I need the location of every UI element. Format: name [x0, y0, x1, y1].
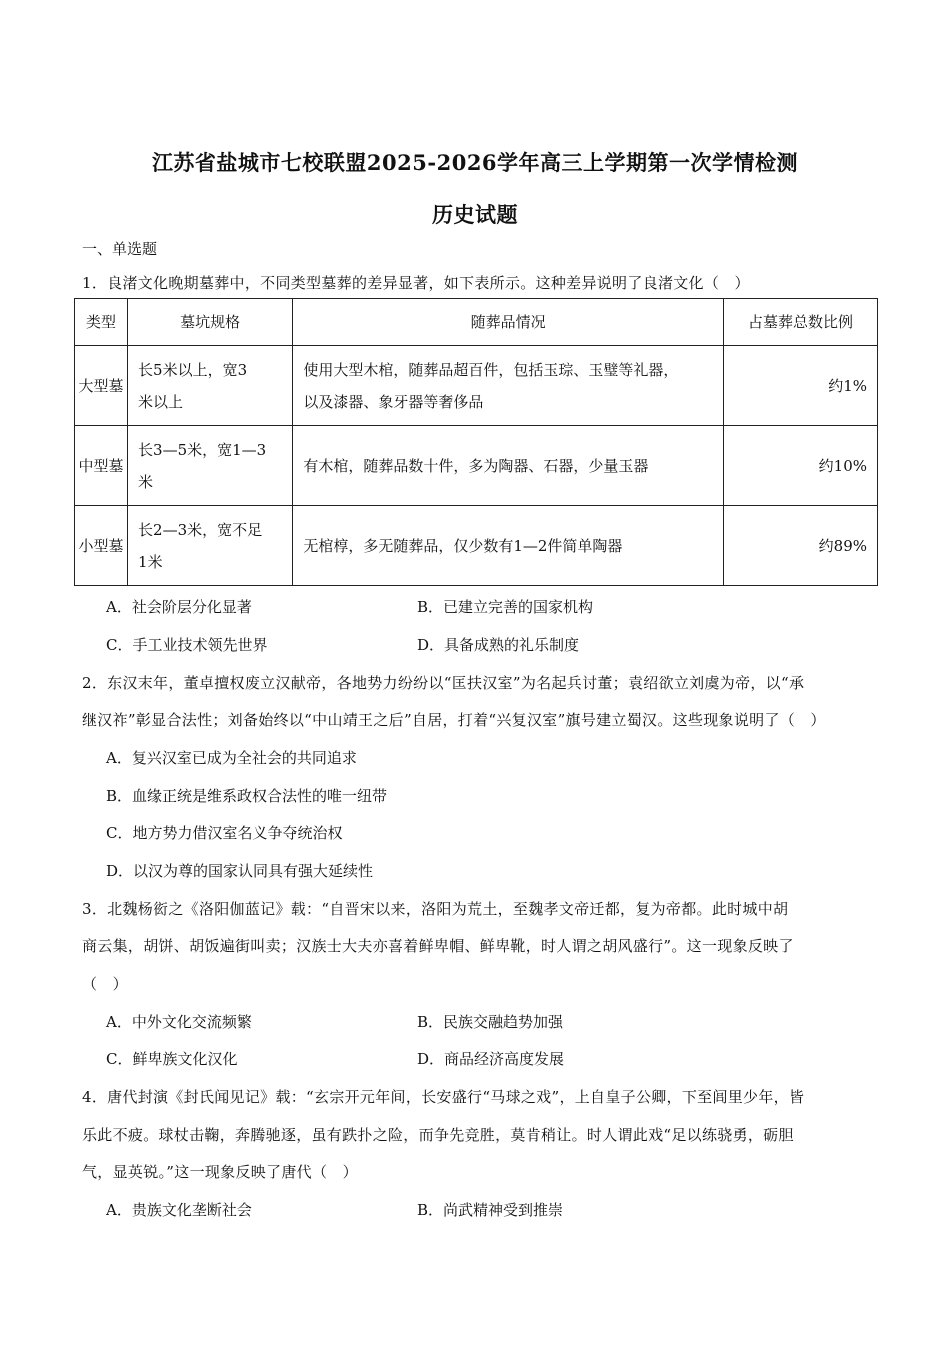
- cell-line: 使用大型木棺，随葬品超百件，包括玉琮、玉璧等礼器，: [303, 360, 679, 379]
- burial-table: [74, 298, 878, 586]
- q2-stem-line: 2．东汉末年，董卓擅权废立汉献帝，各地势力纷纷以“匡扶汉室”为名起兵讨董；袁绍欲立刘虞为帝，以“承: [82, 674, 805, 692]
- table-row: [75, 346, 878, 426]
- exam-title: 江苏省盐城市七校联盟2025-2026学年高三上学期第一次学情检测: [151, 150, 799, 175]
- table-cell-items: [293, 346, 724, 426]
- table-header-row: [75, 299, 878, 346]
- q2-stem-line: 继汉祚”彰显合法性；刘备始终以“中山靖王之后”自居，打着“兴复汉室”旗号建立蜀汉。这些现象说明了（ ）: [82, 711, 826, 729]
- cell-line: 米以上: [138, 392, 184, 411]
- table-cell-size: [128, 426, 293, 506]
- q1-option-a[interactable]: A．社会阶层分化显著: [106, 598, 252, 616]
- q1-option-b[interactable]: B．已建立完善的国家机构: [417, 598, 594, 616]
- exam-subtitle: 历史试题: [432, 202, 518, 227]
- cell-line: 长3—5米，宽1—3: [138, 440, 267, 459]
- table-cell-items: 有木棺，随葬品数十件，多为陶器、石器，少量玉器: [293, 426, 724, 506]
- cell-line: 以及漆器、象牙器等奢侈品: [303, 392, 484, 411]
- q2-option-b[interactable]: B．血缘正统是维系政权合法性的唯一纽带: [106, 787, 388, 805]
- cell-line: 1米: [138, 552, 163, 571]
- table-cell-type: 大型墓: [75, 346, 128, 426]
- q3-stem-line: （ ）: [82, 975, 128, 993]
- section-label: 一、单选题: [82, 240, 158, 258]
- q1-option-d[interactable]: D．具备成熟的礼乐制度: [417, 636, 580, 654]
- table-cell-ratio: 约89%: [723, 506, 877, 586]
- table-cell-type: 小型墓: [75, 506, 128, 586]
- cell-line: 米: [138, 472, 154, 491]
- q3-option-c[interactable]: C．鲜卑族文化汉化: [106, 1050, 238, 1068]
- q2-option-c[interactable]: C．地方势力借汉室名义争夺统治权: [106, 824, 343, 842]
- table-cell-size: [128, 346, 293, 426]
- q4-stem-line: 乐此不疲。球杖击鞠，奔腾驰逐，虽有跌扑之险，而争先竞胜，莫肯稍让。时人谓此戏“足以练骁勇，砺胆: [82, 1126, 794, 1144]
- q3-stem-line: 3．北魏杨衒之《洛阳伽蓝记》载：“自晋宋以来，洛阳为荒土，至魏孝文帝迁都，复为帝都。此时城中胡: [82, 900, 789, 918]
- q4-stem-line: 气，显英锐。”这一现象反映了唐代（ ）: [82, 1163, 358, 1181]
- table-cell-size: [128, 506, 293, 586]
- table-row: [75, 426, 878, 506]
- table-cell-ratio: 约10%: [723, 426, 877, 506]
- q3-option-a[interactable]: A．中外文化交流频繁: [106, 1013, 252, 1031]
- q2-option-a[interactable]: A．复兴汉室已成为全社会的共同追求: [106, 749, 357, 767]
- q1-option-c[interactable]: C．手工业技术领先世界: [106, 636, 268, 654]
- cell-line: 长5米以上，宽3: [138, 360, 248, 379]
- table-cell-items: 无棺椁，多无随葬品，仅少数有1—2件简单陶器: [293, 506, 724, 586]
- table-header: 类型: [75, 299, 128, 346]
- table-header: 墓坑规格: [128, 299, 293, 346]
- q3-option-b[interactable]: B．民族交融趋势加强: [417, 1013, 564, 1031]
- cell-line: 长2—3米，宽不足: [138, 520, 263, 539]
- table-header: 占墓葬总数比例: [723, 299, 877, 346]
- table-cell-type: 中型墓: [75, 426, 128, 506]
- q1-stem: 1．良渚文化晚期墓葬中，不同类型墓葬的差异显著，如下表所示。这种差异说明了良渚文化（ ）: [82, 274, 750, 292]
- q4-option-b[interactable]: B．尚武精神受到推崇: [417, 1201, 564, 1219]
- table-cell-ratio: 约1%: [723, 346, 877, 426]
- q3-option-d[interactable]: D．商品经济高度发展: [417, 1050, 565, 1068]
- q4-stem-line: 4．唐代封演《封氏闻见记》载：“玄宗开元年间，长安盛行“马球之戏”，上自皇子公卿，下至闾里少年，皆: [82, 1088, 805, 1106]
- q3-stem-line: 商云集，胡饼、胡饭遍街叫卖；汉族士大夫亦喜着鲜卑帽、鲜卑靴，时人谓之胡风盛行”。这一现象反映了: [82, 937, 794, 955]
- table-row: [75, 506, 878, 586]
- q2-option-d[interactable]: D．以汉为尊的国家认同具有强大延续性: [106, 862, 374, 880]
- table-header: 随葬品情况: [293, 299, 724, 346]
- q4-option-a[interactable]: A．贵族文化垄断社会: [106, 1201, 252, 1219]
